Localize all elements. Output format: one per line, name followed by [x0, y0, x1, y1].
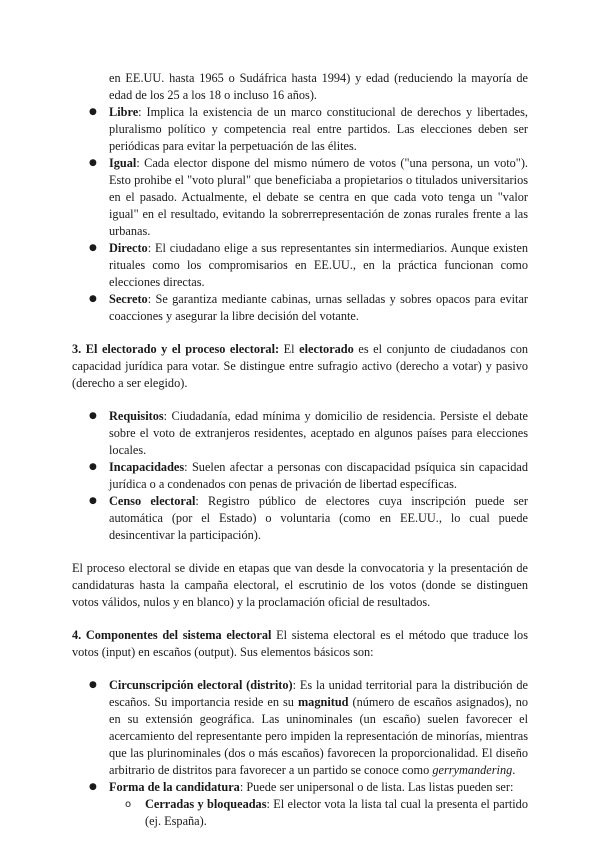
list-item — [109, 779, 528, 830]
electorate-list — [72, 408, 528, 544]
term: Forma de la candidatura — [109, 780, 240, 794]
term: Secreto — [109, 292, 148, 306]
list-item — [109, 104, 528, 155]
term: Incapacidades — [109, 460, 185, 474]
list-item — [109, 240, 528, 291]
list-item — [109, 291, 528, 325]
intro-continuation: en EE.UU. hasta 1965 o Sudáfrica hasta 1994) y edad (reduciendo la mayoría de edad de los 25 a los 18 o incluso 16 años). — [109, 71, 528, 102]
document-page — [72, 70, 528, 830]
section3-paragraph — [72, 341, 528, 392]
text: (número de escaños asignados), no en su extensión geográfica. Las uninominales (un escaño) suelen favorecer el acercamiento del representante pero impiden la representación de minorías, mientras que las plurinominales (dos o más escaños) favorecen la proporcionalidad. El diseño arbitrario de distritos para favorecer a un partido se conoce como — [109, 695, 528, 777]
term: Censo electoral — [109, 494, 196, 508]
item-text: : Implica la existencia de un marco constitucional de derechos y libertades, pluralismo político y competencia real entre partidos. Las elecciones deben ser periódicas para evitar la perpetuación de las élites. — [109, 105, 528, 153]
list-item — [109, 459, 528, 493]
section4-heading: 4. Componentes del sistema electoral — [72, 628, 272, 642]
text: . — [512, 763, 516, 777]
sublist — [109, 796, 528, 830]
text: El — [279, 342, 300, 356]
text: : El elector vota la lista tal cual la presenta el partido (ej. España). — [145, 797, 528, 828]
item-text: : Suelen afectar a personas con discapacidad psíquica sin capacidad jurídica o a condenados con penas de privación de libertad específicas. — [109, 460, 528, 491]
section4-paragraph — [72, 627, 528, 661]
text: El sistema electoral es el método que traduce los votos (input) en escaños (output). Sus elementos básicos son: — [72, 628, 528, 659]
item-text: : El ciudadano elige a sus representantes sin intermediarios. Aunque existen rituales como los compromisarios en EE.UU., en la práctica funcionan como elecciones directas. — [109, 241, 528, 289]
principles-list — [72, 104, 528, 325]
text: : Es la unidad territorial para la distribución de escaños. Su importancia reside en su — [109, 678, 529, 709]
text: : Puede ser unipersonal o de lista. Las listas pueden ser: — [239, 780, 514, 794]
term: Libre — [109, 105, 139, 119]
process-paragraph: El proceso electoral se divide en etapas que van desde la convocatoria y la presentación de candidaturas hasta la campaña electoral, el escrutinio de los votos (donde se distinguen votos válidos, nulos y en blanco) y la proclamación oficial de resultados. — [72, 561, 528, 609]
term: Cerradas y bloqueadas — [145, 797, 267, 811]
term: Igual — [109, 156, 137, 170]
term: Circunscripción electoral (distrito) — [109, 678, 293, 692]
list-item — [109, 408, 528, 459]
text: es el conjunto de ciudadanos con capacidad jurídica para votar. Se distingue entre sufragio activo (derecho a votar) y pasivo (derecho a ser elegido). — [72, 342, 528, 390]
item-text: : Cada elector dispone del mismo número de votos ("una persona, un voto"). Esto prohibe el "voto plural" que beneficiaba a propietarios o titulados universitarios en el pasado. Actualmente, el debate se centra en que cada voto tenga un "valor igual" en el resultado, evitando la sobrerrepresentación de zonas rurales frente a las urbanas. — [109, 156, 528, 238]
list-item — [109, 155, 528, 240]
sublist-item — [145, 796, 528, 830]
item-text: : Se garantiza mediante cabinas, urnas selladas y sobres opacos para evitar coacciones y asegurar la libre decisión del votante. — [109, 292, 528, 323]
item-text: : Ciudadanía, edad mínima y domicilio de residencia. Persiste el debate sobre el voto de extranjeros residentes, aceptado en algunos países para elecciones locales. — [109, 409, 528, 457]
list-item — [109, 677, 528, 779]
components-list — [72, 677, 528, 830]
term: electorado — [299, 342, 354, 356]
term: Requisitos — [109, 409, 164, 423]
section3-heading: 3. El electorado y el proceso electoral: — [72, 342, 280, 356]
term: magnitud — [297, 695, 349, 709]
italic-term: gerrymandering — [432, 763, 513, 777]
list-item — [109, 493, 528, 544]
item-text: : Registro público de electores cuya inscripción puede ser automática (por el Estado) o voluntaria (como en EE.UU., lo cual puede desincentivar la participación). — [109, 494, 528, 542]
term: Directo — [109, 241, 148, 255]
